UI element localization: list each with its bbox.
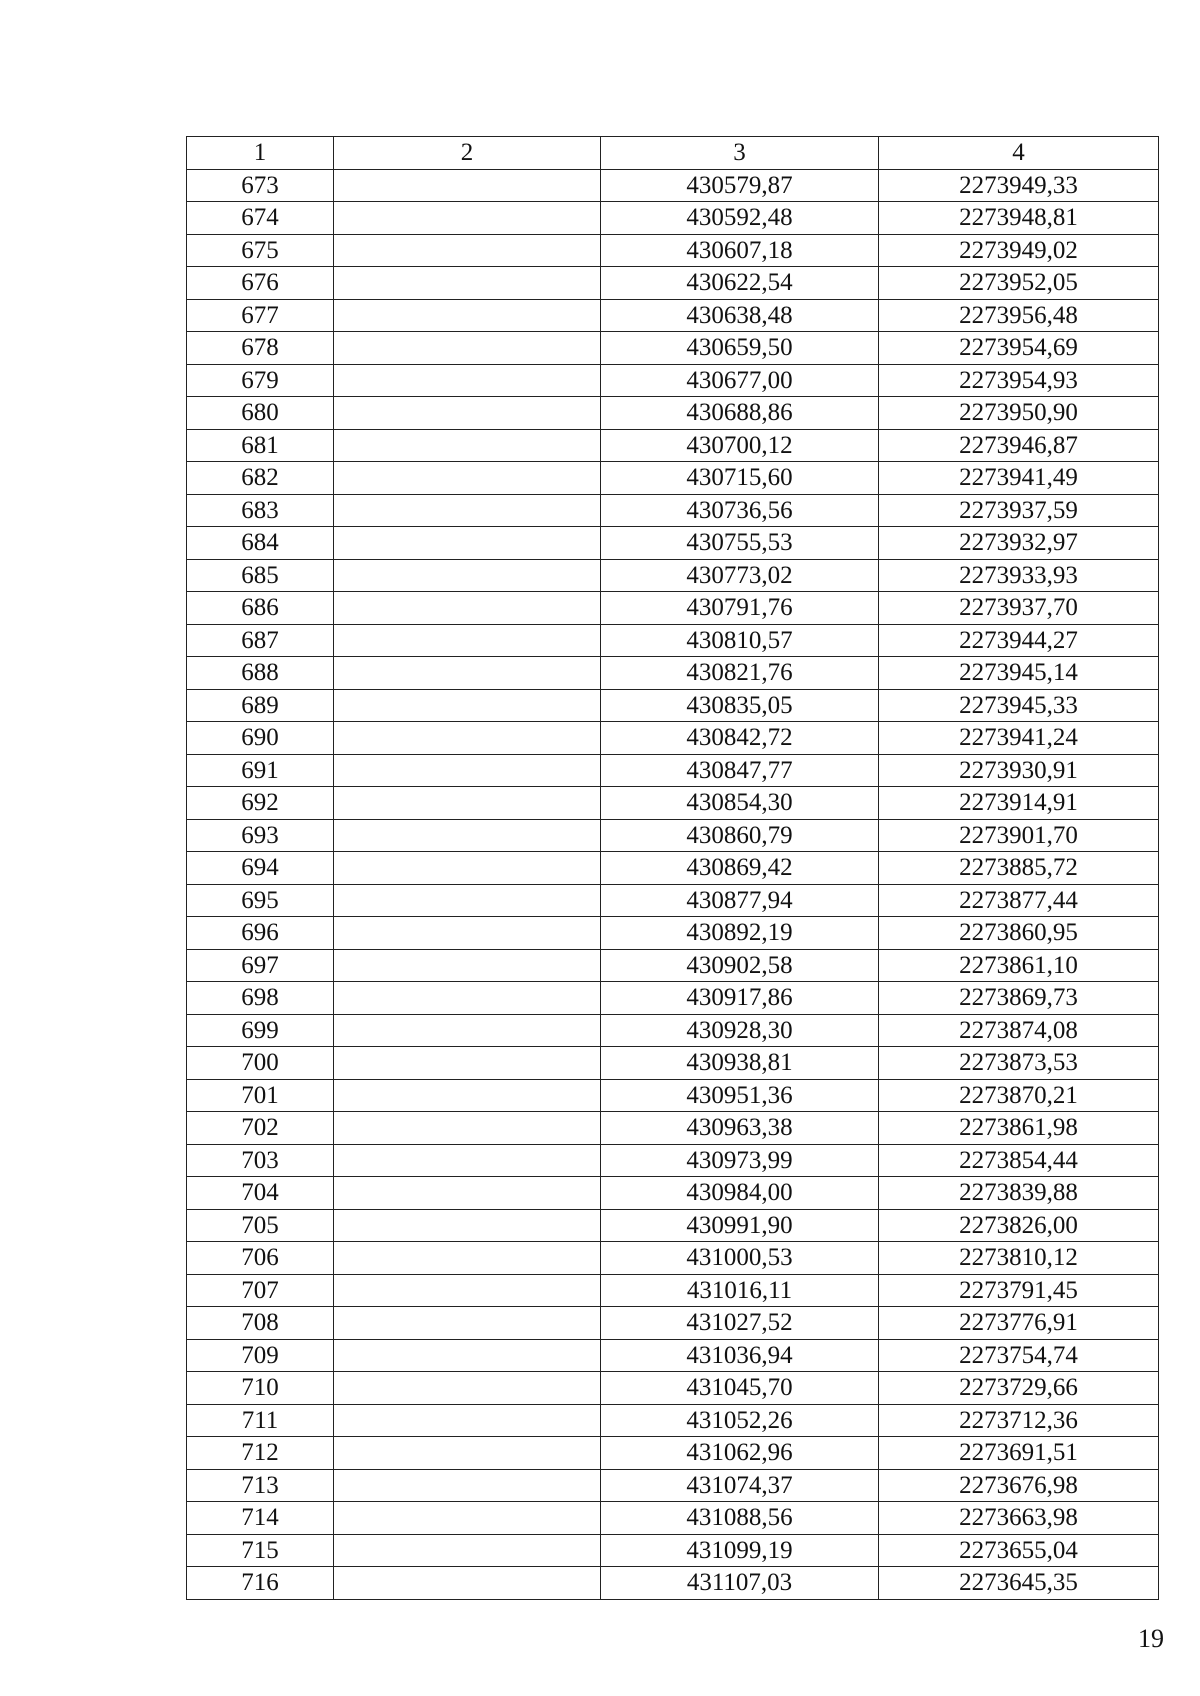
y-coordinate-cell: 2273949,33 <box>879 169 1159 202</box>
point-number-cell: 703 <box>187 1144 334 1177</box>
point-number-cell: 698 <box>187 982 334 1015</box>
y-coordinate-cell: 2273930,91 <box>879 754 1159 787</box>
table-row <box>187 657 1159 690</box>
table-row <box>187 1014 1159 1047</box>
y-coordinate-cell: 2273945,33 <box>879 689 1159 722</box>
y-coordinate-cell: 2273954,69 <box>879 332 1159 365</box>
x-coordinate-cell: 430688,86 <box>601 397 879 430</box>
table-row <box>187 1534 1159 1567</box>
table-row <box>187 1502 1159 1535</box>
point-number-cell: 702 <box>187 1112 334 1145</box>
table-row <box>187 1112 1159 1145</box>
x-coordinate-cell: 430854,30 <box>601 787 879 820</box>
y-coordinate-cell: 2273877,44 <box>879 884 1159 917</box>
point-number-cell: 676 <box>187 267 334 300</box>
point-number-cell: 674 <box>187 202 334 235</box>
x-coordinate-cell: 431036,94 <box>601 1339 879 1372</box>
x-coordinate-cell: 431062,96 <box>601 1437 879 1470</box>
x-coordinate-cell: 431088,56 <box>601 1502 879 1535</box>
x-coordinate-cell: 430638,48 <box>601 299 879 332</box>
point-number-cell: 689 <box>187 689 334 722</box>
point-number-cell: 714 <box>187 1502 334 1535</box>
table-row <box>187 592 1159 625</box>
description-cell <box>334 1502 601 1535</box>
table-row <box>187 397 1159 430</box>
description-cell <box>334 982 601 1015</box>
x-coordinate-cell: 430700,12 <box>601 429 879 462</box>
point-number-cell: 708 <box>187 1307 334 1340</box>
x-coordinate-cell: 430835,05 <box>601 689 879 722</box>
point-number-cell: 686 <box>187 592 334 625</box>
table-row <box>187 1079 1159 1112</box>
y-coordinate-cell: 2273873,53 <box>879 1047 1159 1080</box>
x-coordinate-cell: 431016,11 <box>601 1274 879 1307</box>
description-cell <box>334 852 601 885</box>
page-number: 19 <box>1138 1624 1164 1653</box>
x-coordinate-cell: 430991,90 <box>601 1209 879 1242</box>
description-cell <box>334 202 601 235</box>
table-row <box>187 852 1159 885</box>
x-coordinate-cell: 430973,99 <box>601 1144 879 1177</box>
description-cell <box>334 1047 601 1080</box>
point-number-cell: 696 <box>187 917 334 950</box>
y-coordinate-cell: 2273948,81 <box>879 202 1159 235</box>
point-number-cell: 675 <box>187 234 334 267</box>
point-number-cell: 697 <box>187 949 334 982</box>
y-coordinate-cell: 2273885,72 <box>879 852 1159 885</box>
x-coordinate-cell: 430902,58 <box>601 949 879 982</box>
description-cell <box>334 332 601 365</box>
x-coordinate-cell: 430791,76 <box>601 592 879 625</box>
table-body <box>187 169 1159 1599</box>
x-coordinate-cell: 430659,50 <box>601 332 879 365</box>
y-coordinate-cell: 2273663,98 <box>879 1502 1159 1535</box>
description-cell <box>334 397 601 430</box>
description-cell <box>334 299 601 332</box>
description-cell <box>334 1177 601 1210</box>
x-coordinate-cell: 431107,03 <box>601 1567 879 1600</box>
table-row <box>187 169 1159 202</box>
point-number-cell: 691 <box>187 754 334 787</box>
x-coordinate-cell: 430607,18 <box>601 234 879 267</box>
description-cell <box>334 754 601 787</box>
point-number-cell: 716 <box>187 1567 334 1600</box>
x-coordinate-cell: 431000,53 <box>601 1242 879 1275</box>
point-number-cell: 688 <box>187 657 334 690</box>
description-cell <box>334 1144 601 1177</box>
point-number-cell: 705 <box>187 1209 334 1242</box>
point-number-cell: 713 <box>187 1469 334 1502</box>
table-row <box>187 299 1159 332</box>
x-coordinate-cell: 430677,00 <box>601 364 879 397</box>
y-coordinate-cell: 2273874,08 <box>879 1014 1159 1047</box>
x-coordinate-cell: 430963,38 <box>601 1112 879 1145</box>
y-coordinate-cell: 2273645,35 <box>879 1567 1159 1600</box>
description-cell <box>334 494 601 527</box>
x-coordinate-cell: 430984,00 <box>601 1177 879 1210</box>
x-coordinate-cell: 430892,19 <box>601 917 879 950</box>
x-coordinate-cell: 430755,53 <box>601 527 879 560</box>
x-coordinate-cell: 430869,42 <box>601 852 879 885</box>
table-row <box>187 624 1159 657</box>
description-cell <box>334 1534 601 1567</box>
description-cell <box>334 884 601 917</box>
y-coordinate-cell: 2273941,24 <box>879 722 1159 755</box>
x-coordinate-cell: 430938,81 <box>601 1047 879 1080</box>
x-coordinate-cell: 430810,57 <box>601 624 879 657</box>
x-coordinate-cell: 431045,70 <box>601 1372 879 1405</box>
description-cell <box>334 787 601 820</box>
x-coordinate-cell: 430579,87 <box>601 169 879 202</box>
table-row <box>187 1372 1159 1405</box>
point-number-cell: 684 <box>187 527 334 560</box>
table-row <box>187 462 1159 495</box>
y-coordinate-cell: 2273776,91 <box>879 1307 1159 1340</box>
point-number-cell: 693 <box>187 819 334 852</box>
description-cell <box>334 1339 601 1372</box>
description-cell <box>334 169 601 202</box>
table-row <box>187 884 1159 917</box>
y-coordinate-cell: 2273914,91 <box>879 787 1159 820</box>
table-row <box>187 364 1159 397</box>
point-number-cell: 699 <box>187 1014 334 1047</box>
y-coordinate-cell: 2273941,49 <box>879 462 1159 495</box>
column-header-3: 3 <box>601 137 879 170</box>
description-cell <box>334 364 601 397</box>
coordinates-table <box>186 136 1159 1600</box>
point-number-cell: 687 <box>187 624 334 657</box>
table-row <box>187 754 1159 787</box>
column-header-1: 1 <box>187 137 334 170</box>
point-number-cell: 709 <box>187 1339 334 1372</box>
description-cell <box>334 949 601 982</box>
description-cell <box>334 1404 601 1437</box>
description-cell <box>334 429 601 462</box>
description-cell <box>334 819 601 852</box>
table-row <box>187 689 1159 722</box>
point-number-cell: 685 <box>187 559 334 592</box>
y-coordinate-cell: 2273937,59 <box>879 494 1159 527</box>
description-cell <box>334 657 601 690</box>
y-coordinate-cell: 2273676,98 <box>879 1469 1159 1502</box>
y-coordinate-cell: 2273791,45 <box>879 1274 1159 1307</box>
table-row <box>187 1404 1159 1437</box>
table-row <box>187 949 1159 982</box>
table-row <box>187 267 1159 300</box>
x-coordinate-cell: 431052,26 <box>601 1404 879 1437</box>
y-coordinate-cell: 2273754,74 <box>879 1339 1159 1372</box>
point-number-cell: 681 <box>187 429 334 462</box>
point-number-cell: 700 <box>187 1047 334 1080</box>
description-cell <box>334 592 601 625</box>
x-coordinate-cell: 430715,60 <box>601 462 879 495</box>
point-number-cell: 701 <box>187 1079 334 1112</box>
y-coordinate-cell: 2273712,36 <box>879 1404 1159 1437</box>
description-cell <box>334 1307 601 1340</box>
table-row <box>187 982 1159 1015</box>
table-row <box>187 1339 1159 1372</box>
point-number-cell: 710 <box>187 1372 334 1405</box>
description-cell <box>334 624 601 657</box>
description-cell <box>334 267 601 300</box>
x-coordinate-cell: 431099,19 <box>601 1534 879 1567</box>
table-row <box>187 1469 1159 1502</box>
point-number-cell: 692 <box>187 787 334 820</box>
x-coordinate-cell: 430877,94 <box>601 884 879 917</box>
y-coordinate-cell: 2273954,93 <box>879 364 1159 397</box>
y-coordinate-cell: 2273861,98 <box>879 1112 1159 1145</box>
table-row <box>187 559 1159 592</box>
x-coordinate-cell: 430773,02 <box>601 559 879 592</box>
y-coordinate-cell: 2273950,90 <box>879 397 1159 430</box>
x-coordinate-cell: 430917,86 <box>601 982 879 1015</box>
description-cell <box>334 1112 601 1145</box>
x-coordinate-cell: 430928,30 <box>601 1014 879 1047</box>
table-row <box>187 429 1159 462</box>
point-number-cell: 704 <box>187 1177 334 1210</box>
point-number-cell: 678 <box>187 332 334 365</box>
table-header-row <box>187 137 1159 170</box>
description-cell <box>334 722 601 755</box>
column-header-4: 4 <box>879 137 1159 170</box>
description-cell <box>334 1274 601 1307</box>
x-coordinate-cell: 431074,37 <box>601 1469 879 1502</box>
y-coordinate-cell: 2273949,02 <box>879 234 1159 267</box>
point-number-cell: 695 <box>187 884 334 917</box>
x-coordinate-cell: 430821,76 <box>601 657 879 690</box>
point-number-cell: 677 <box>187 299 334 332</box>
y-coordinate-cell: 2273869,73 <box>879 982 1159 1015</box>
description-cell <box>334 559 601 592</box>
table-row <box>187 1274 1159 1307</box>
table-row <box>187 332 1159 365</box>
table-row <box>187 1307 1159 1340</box>
point-number-cell: 694 <box>187 852 334 885</box>
description-cell <box>334 1469 601 1502</box>
table-row <box>187 1047 1159 1080</box>
table-row <box>187 1177 1159 1210</box>
point-number-cell: 683 <box>187 494 334 527</box>
description-cell <box>334 1242 601 1275</box>
description-cell <box>334 527 601 560</box>
x-coordinate-cell: 430622,54 <box>601 267 879 300</box>
table-row <box>187 1242 1159 1275</box>
column-header-2: 2 <box>334 137 601 170</box>
point-number-cell: 711 <box>187 1404 334 1437</box>
description-cell <box>334 1209 601 1242</box>
table-row <box>187 1567 1159 1600</box>
point-number-cell: 712 <box>187 1437 334 1470</box>
description-cell <box>334 234 601 267</box>
table-row <box>187 819 1159 852</box>
description-cell <box>334 689 601 722</box>
y-coordinate-cell: 2273860,95 <box>879 917 1159 950</box>
y-coordinate-cell: 2273691,51 <box>879 1437 1159 1470</box>
x-coordinate-cell: 430842,72 <box>601 722 879 755</box>
point-number-cell: 690 <box>187 722 334 755</box>
point-number-cell: 682 <box>187 462 334 495</box>
x-coordinate-cell: 430847,77 <box>601 754 879 787</box>
y-coordinate-cell: 2273870,21 <box>879 1079 1159 1112</box>
y-coordinate-cell: 2273655,04 <box>879 1534 1159 1567</box>
description-cell <box>334 462 601 495</box>
point-number-cell: 706 <box>187 1242 334 1275</box>
table-row <box>187 1209 1159 1242</box>
x-coordinate-cell: 431027,52 <box>601 1307 879 1340</box>
y-coordinate-cell: 2273861,10 <box>879 949 1159 982</box>
description-cell <box>334 1014 601 1047</box>
table-row <box>187 494 1159 527</box>
point-number-cell: 715 <box>187 1534 334 1567</box>
y-coordinate-cell: 2273854,44 <box>879 1144 1159 1177</box>
table-row <box>187 917 1159 950</box>
x-coordinate-cell: 430736,56 <box>601 494 879 527</box>
point-number-cell: 679 <box>187 364 334 397</box>
table-row <box>187 527 1159 560</box>
y-coordinate-cell: 2273901,70 <box>879 819 1159 852</box>
table-row <box>187 202 1159 235</box>
table-row <box>187 1144 1159 1177</box>
y-coordinate-cell: 2273956,48 <box>879 299 1159 332</box>
y-coordinate-cell: 2273946,87 <box>879 429 1159 462</box>
table-row <box>187 234 1159 267</box>
y-coordinate-cell: 2273810,12 <box>879 1242 1159 1275</box>
x-coordinate-cell: 430860,79 <box>601 819 879 852</box>
y-coordinate-cell: 2273937,70 <box>879 592 1159 625</box>
description-cell <box>334 1079 601 1112</box>
table-row <box>187 787 1159 820</box>
table-row <box>187 1437 1159 1470</box>
y-coordinate-cell: 2273729,66 <box>879 1372 1159 1405</box>
description-cell <box>334 1437 601 1470</box>
x-coordinate-cell: 430951,36 <box>601 1079 879 1112</box>
y-coordinate-cell: 2273933,93 <box>879 559 1159 592</box>
y-coordinate-cell: 2273826,00 <box>879 1209 1159 1242</box>
x-coordinate-cell: 430592,48 <box>601 202 879 235</box>
y-coordinate-cell: 2273952,05 <box>879 267 1159 300</box>
description-cell <box>334 1567 601 1600</box>
description-cell <box>334 1372 601 1405</box>
description-cell <box>334 917 601 950</box>
y-coordinate-cell: 2273839,88 <box>879 1177 1159 1210</box>
y-coordinate-cell: 2273944,27 <box>879 624 1159 657</box>
point-number-cell: 680 <box>187 397 334 430</box>
y-coordinate-cell: 2273945,14 <box>879 657 1159 690</box>
y-coordinate-cell: 2273932,97 <box>879 527 1159 560</box>
table-row <box>187 722 1159 755</box>
point-number-cell: 673 <box>187 169 334 202</box>
point-number-cell: 707 <box>187 1274 334 1307</box>
